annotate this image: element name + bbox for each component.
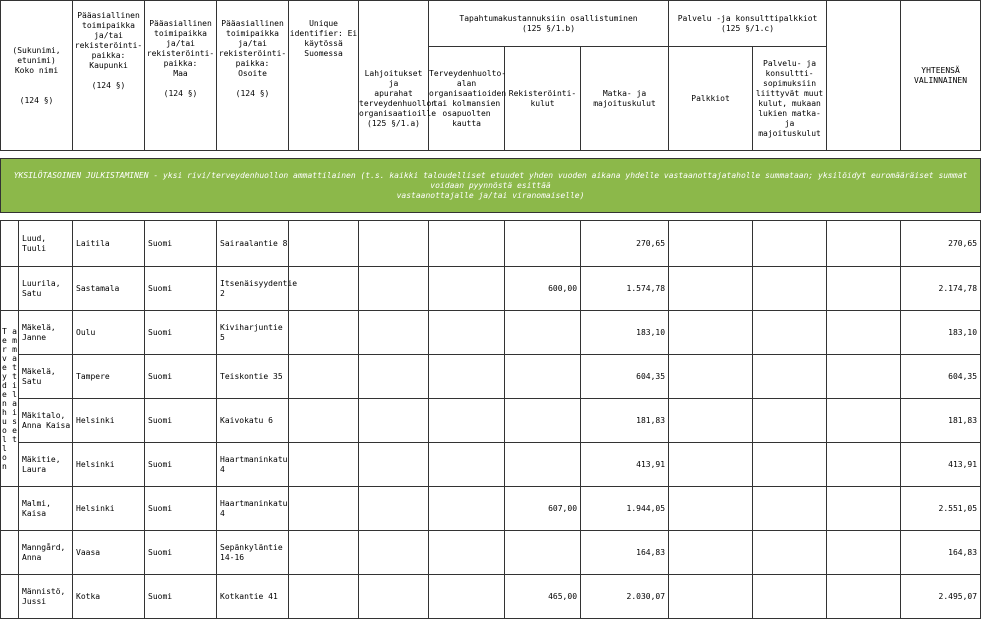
- table-row: [1, 267, 981, 311]
- cell-via-organisations: [429, 267, 505, 311]
- cell-registration: [505, 443, 581, 487]
- header-registration: Rekisteröinti- kulut: [505, 47, 581, 151]
- recipient-country: Suomi: [145, 311, 217, 355]
- recipient-country: Suomi: [145, 221, 217, 267]
- sidebar-cell: [1, 267, 19, 311]
- cell-fees: [669, 399, 753, 443]
- sidebar-cell: [1, 531, 19, 575]
- cell-unique-identifier: [289, 531, 359, 575]
- cell-blank: [827, 487, 901, 531]
- table-row: [1, 221, 981, 267]
- cell-fees: [669, 575, 753, 619]
- section-banner: YKSILÖTASOINEN JULKISTAMINEN - yksi rivi/terveydenhuollon ammattilainen (t.s. kaikki taloudelliset etuudet yhden vuoden aikana yhdelle vastaanottajataholle summataan; yksilöidyt euromääräiset summat voidaan pyynnöstä esittää vastaanottajalle ja/tai viranomaiselle): [1, 159, 981, 213]
- recipient-address: Haartmaninkatu 4: [217, 443, 289, 487]
- header-blank: [827, 1, 901, 151]
- recipient-city: Vaasa: [73, 531, 145, 575]
- cell-travel: 270,65: [581, 221, 669, 267]
- recipient-address: Teiskontie 35: [217, 355, 289, 399]
- recipient-name: Luud, Tuuli: [19, 221, 73, 267]
- cell-total: 164,83: [901, 531, 981, 575]
- recipient-city: Oulu: [73, 311, 145, 355]
- cell-total: 604,35: [901, 355, 981, 399]
- sidebar-vertical-label: T e r v e y d e n h u o l l o n a m m a t t i l a i s e t: [1, 311, 19, 487]
- cell-fees: [669, 355, 753, 399]
- cell-registration: 465,00: [505, 575, 581, 619]
- cell-total: 2.174,78: [901, 267, 981, 311]
- recipient-city: Sastamala: [73, 267, 145, 311]
- cell-gifts: [359, 443, 429, 487]
- cell-unique-identifier: [289, 575, 359, 619]
- cell-related-costs: [753, 443, 827, 487]
- recipient-address: Haartmaninkatu 4: [217, 487, 289, 531]
- cell-via-organisations: [429, 575, 505, 619]
- cell-blank: [827, 443, 901, 487]
- cell-gifts: [359, 399, 429, 443]
- cell-gifts: [359, 487, 429, 531]
- cell-blank: [827, 311, 901, 355]
- recipient-name: Manngård, Anna: [19, 531, 73, 575]
- recipient-name: Mäkelä, Satu: [19, 355, 73, 399]
- cell-unique-identifier: [289, 267, 359, 311]
- header-travel: Matka- ja majoituskulut: [581, 47, 669, 151]
- table-row: [1, 487, 981, 531]
- recipient-country: Suomi: [145, 531, 217, 575]
- cell-registration: [505, 399, 581, 443]
- cell-gifts: [359, 221, 429, 267]
- table-row: [1, 399, 981, 443]
- header-gifts: Lahjoitukset ja apurahat terveydenhuollon organisaatioille (125 §/1.a): [359, 1, 429, 151]
- recipient-name: Männistö, Jussi: [19, 575, 73, 619]
- cell-related-costs: [753, 575, 827, 619]
- cell-gifts: [359, 311, 429, 355]
- cell-travel: 604,35: [581, 355, 669, 399]
- cell-blank: [827, 575, 901, 619]
- cell-unique-identifier: [289, 443, 359, 487]
- recipient-country: Suomi: [145, 487, 217, 531]
- cell-via-organisations: [429, 487, 505, 531]
- header-unique-identifier: Unique identifier: Ei käytössä Suomessa: [289, 1, 359, 151]
- cell-registration: [505, 355, 581, 399]
- cell-total: 270,65: [901, 221, 981, 267]
- cell-via-organisations: [429, 221, 505, 267]
- cell-fees: [669, 311, 753, 355]
- recipient-country: Suomi: [145, 443, 217, 487]
- recipient-name: Mäkitalo, Anna Kaisa: [19, 399, 73, 443]
- cell-via-organisations: [429, 443, 505, 487]
- recipient-city: Helsinki: [73, 487, 145, 531]
- cell-related-costs: [753, 267, 827, 311]
- header-service-fees: Palvelu -ja konsulttipalkkiot (125 §/1.c): [669, 1, 827, 47]
- cell-fees: [669, 443, 753, 487]
- cell-unique-identifier: [289, 221, 359, 267]
- header-country: Pääasiallinen toimipaikka ja/tai rekisteröinti- paikka: Maa (124 §): [145, 1, 217, 151]
- sidebar-cell: [1, 487, 19, 531]
- table-row: [1, 575, 981, 619]
- cell-blank: [827, 221, 901, 267]
- cell-related-costs: [753, 531, 827, 575]
- cell-blank: [827, 399, 901, 443]
- recipient-address: Kotkantie 41: [217, 575, 289, 619]
- cell-travel: 183,10: [581, 311, 669, 355]
- recipient-city: Laitila: [73, 221, 145, 267]
- cell-registration: [505, 311, 581, 355]
- table-row: [1, 311, 981, 355]
- cell-travel: 1.574,78: [581, 267, 669, 311]
- recipient-city: Helsinki: [73, 399, 145, 443]
- recipient-name: Luurila, Satu: [19, 267, 73, 311]
- header-related-costs: Palvelu- ja konsultti- sopimuksiin liittyvät muut kulut, mukaan lukien matka- ja majoituskulut: [753, 47, 827, 151]
- cell-registration: 607,00: [505, 487, 581, 531]
- cell-registration: [505, 531, 581, 575]
- recipient-address: Kaivokatu 6: [217, 399, 289, 443]
- cell-gifts: [359, 267, 429, 311]
- sidebar-cell: [1, 575, 19, 619]
- recipient-name: Mäkitie, Laura: [19, 443, 73, 487]
- cell-fees: [669, 487, 753, 531]
- recipient-name: Mäkelä, Janne: [19, 311, 73, 355]
- cell-unique-identifier: [289, 355, 359, 399]
- recipient-country: Suomi: [145, 267, 217, 311]
- cell-gifts: [359, 575, 429, 619]
- header-total: YHTEENSÄ VALINNAINEN: [901, 1, 981, 151]
- cell-registration: [505, 221, 581, 267]
- cell-travel: 181,83: [581, 399, 669, 443]
- cell-travel: 164,83: [581, 531, 669, 575]
- header-name: (Sukunimi, etunimi) Koko nimi (124 §): [1, 1, 73, 151]
- header-city: Pääasiallinen toimipaikka ja/tai rekisteröinti- paikka: Kaupunki (124 §): [73, 1, 145, 151]
- cell-unique-identifier: [289, 399, 359, 443]
- cell-related-costs: [753, 355, 827, 399]
- cell-blank: [827, 531, 901, 575]
- cell-via-organisations: [429, 399, 505, 443]
- table-row: [1, 531, 981, 575]
- recipient-city: Helsinki: [73, 443, 145, 487]
- cell-total: 413,91: [901, 443, 981, 487]
- cell-fees: [669, 531, 753, 575]
- cell-total: 2.495,07: [901, 575, 981, 619]
- header-address: Pääasiallinen toimipaikka ja/tai rekisteröinti- paikka: Osoite (124 §): [217, 1, 289, 151]
- cell-via-organisations: [429, 355, 505, 399]
- recipient-country: Suomi: [145, 399, 217, 443]
- cell-via-organisations: [429, 311, 505, 355]
- recipient-address: Sepänkyläntie 14-16: [217, 531, 289, 575]
- table-row: [1, 443, 981, 487]
- cell-related-costs: [753, 311, 827, 355]
- recipient-address: Itsenäisyydentie 2: [217, 267, 289, 311]
- header-fees: Palkkiot: [669, 47, 753, 151]
- recipient-city: Kotka: [73, 575, 145, 619]
- header-via-organisations: Terveydenhuolto- alan organisaatioiden tai kolmansien osapuolten kautta: [429, 47, 505, 151]
- cell-gifts: [359, 355, 429, 399]
- cell-related-costs: [753, 487, 827, 531]
- recipient-address: Kiviharjuntie 5: [217, 311, 289, 355]
- recipient-name: Malmi, Kaisa: [19, 487, 73, 531]
- cell-related-costs: [753, 399, 827, 443]
- table-row: [1, 355, 981, 399]
- cell-travel: 413,91: [581, 443, 669, 487]
- cell-related-costs: [753, 221, 827, 267]
- cell-registration: 600,00: [505, 267, 581, 311]
- header-event-costs: Tapahtumakustannuksiin osallistuminen (125 §/1.b): [429, 1, 669, 47]
- cell-blank: [827, 267, 901, 311]
- cell-via-organisations: [429, 531, 505, 575]
- cell-total: 2.551,05: [901, 487, 981, 531]
- sidebar-cell: [1, 221, 19, 267]
- cell-total: 181,83: [901, 399, 981, 443]
- recipient-address: Sairaalantie 8: [217, 221, 289, 267]
- recipient-city: Tampere: [73, 355, 145, 399]
- cell-fees: [669, 221, 753, 267]
- cell-blank: [827, 355, 901, 399]
- cell-gifts: [359, 531, 429, 575]
- cell-unique-identifier: [289, 311, 359, 355]
- cell-total: 183,10: [901, 311, 981, 355]
- cell-unique-identifier: [289, 487, 359, 531]
- cell-fees: [669, 267, 753, 311]
- cell-travel: 2.030,07: [581, 575, 669, 619]
- recipient-country: Suomi: [145, 575, 217, 619]
- recipient-country: Suomi: [145, 355, 217, 399]
- cell-travel: 1.944,05: [581, 487, 669, 531]
